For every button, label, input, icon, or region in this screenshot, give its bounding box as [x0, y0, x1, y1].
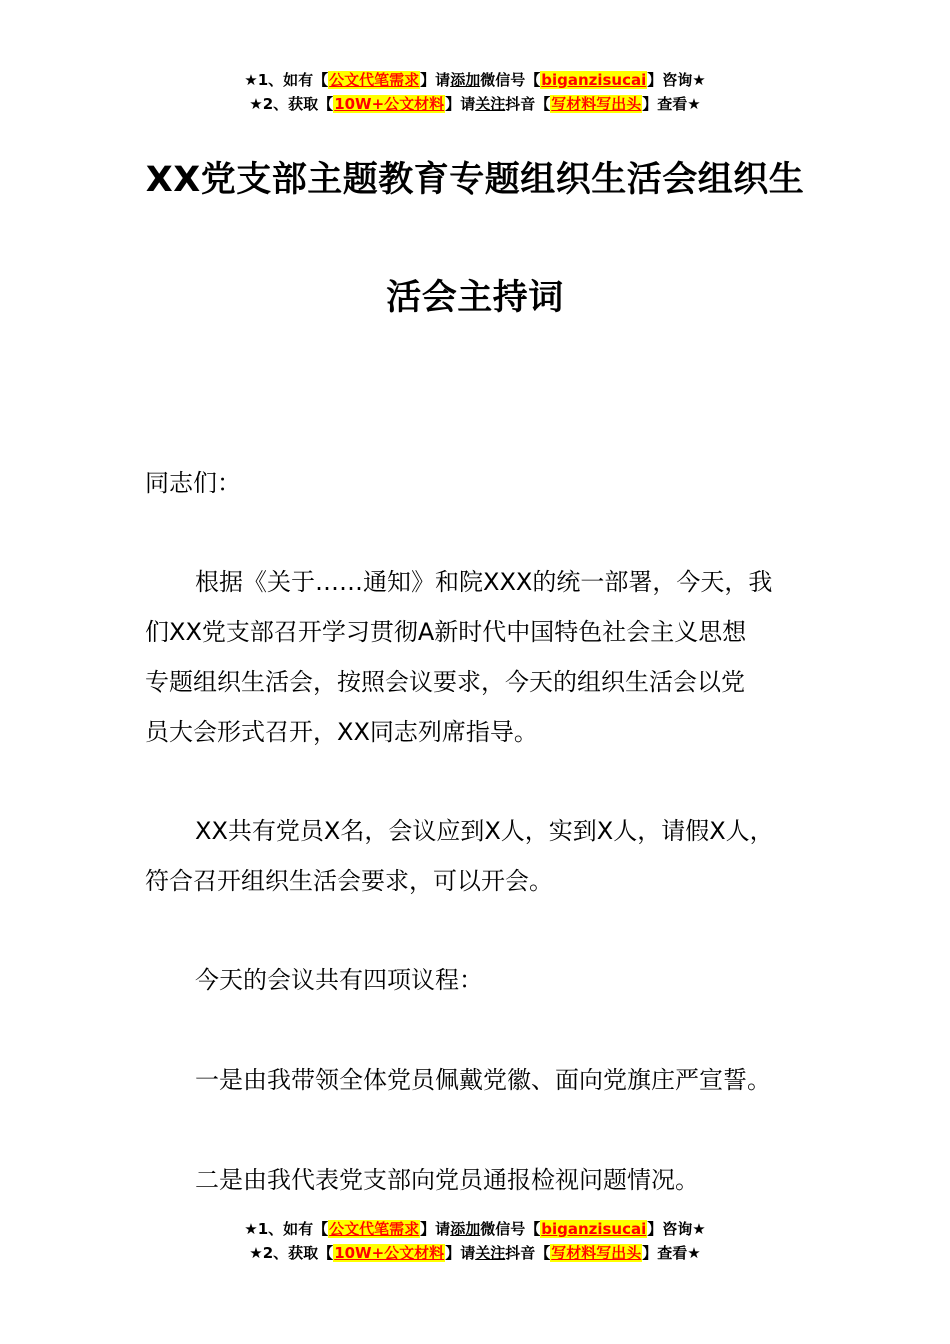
- promo-1-mid: 】请: [420, 71, 451, 89]
- promo-f1-mid2: 微信号【: [480, 1220, 541, 1238]
- promo-2-highlight-douyin: 写材料写出头: [551, 95, 642, 113]
- document-title-line-1: XX党支部主题教育专题组织生活会组织生: [145, 160, 805, 200]
- promo-1-underline: 添加: [450, 71, 481, 89]
- promo-1-mid2: 微信号【: [480, 71, 541, 89]
- promo-f2-suffix: 】查看★: [642, 1244, 701, 1262]
- promo-f1-underline: 添加: [450, 1220, 481, 1238]
- paragraph-1: [145, 557, 825, 757]
- paragraph-2-line-2: 符合召开组织生活会要求，可以开会。: [145, 867, 553, 895]
- paragraph-4: 一是由我带领全体党员佩戴党徽、面向党旗庄严宣誓。: [195, 1066, 771, 1094]
- promo-2-highlight-material: 10W+公文材料: [334, 95, 445, 113]
- promo-line-1: [0, 68, 950, 92]
- document-title-line-2: 活会主持词: [386, 278, 564, 318]
- promo-f1-highlight-service: 公文代笔需求: [329, 1220, 420, 1238]
- promo-f1-suffix: 】咨询★: [647, 1220, 706, 1238]
- salutation: 同志们：: [145, 469, 241, 497]
- promo-2-mid2: 抖音【: [505, 95, 551, 113]
- promo-f2-underline: 关注: [475, 1244, 506, 1262]
- paragraph-1-line-2: 们XX党支部召开学习贯彻A新时代中国特色社会主义思想: [145, 618, 747, 646]
- promo-2-suffix: 】查看★: [642, 95, 701, 113]
- promo-f2-mid2: 抖音【: [505, 1244, 551, 1262]
- promo-f1-highlight-wechat: biganzisucai: [541, 1220, 647, 1238]
- promo-f2-highlight-material: 10W+公文材料: [334, 1244, 445, 1262]
- paragraph-1-line-4: 员大会形式召开，XX同志列席指导。: [145, 718, 538, 746]
- promo-line-2: [0, 92, 950, 116]
- promo-footer: [0, 1217, 950, 1265]
- promo-f2-highlight-douyin: 写材料写出头: [551, 1244, 642, 1262]
- promo-f2-prefix: ★2、获取【: [249, 1244, 334, 1262]
- paragraph-2: [145, 806, 825, 906]
- promo-footer-line-2: [0, 1241, 950, 1265]
- paragraph-1-line-1: 根据《关于……通知》和院XXX的统一部署，今天，我: [195, 568, 773, 596]
- promo-1-suffix: 】咨询★: [647, 71, 706, 89]
- promo-2-prefix: ★2、获取【: [249, 95, 334, 113]
- promo-footer-line-1: [0, 1217, 950, 1241]
- promo-2-mid: 】请: [445, 95, 476, 113]
- promo-f2-mid: 】请: [445, 1244, 476, 1262]
- promo-f1-mid: 】请: [420, 1220, 451, 1238]
- promo-1-prefix: ★1、如有【: [244, 71, 329, 89]
- paragraph-5: 二是由我代表党支部向党员通报检视问题情况。: [195, 1166, 699, 1194]
- promo-1-highlight-service: 公文代笔需求: [329, 71, 420, 89]
- paragraph-1-line-3: 专题组织生活会，按照会议要求，今天的组织生活会以党: [145, 668, 745, 696]
- paragraph-2-line-1: XX共有党员X名，会议应到X人，实到X人，请假X人，: [195, 817, 774, 845]
- paragraph-3: 今天的会议共有四项议程：: [195, 966, 483, 994]
- promo-2-underline: 关注: [475, 95, 506, 113]
- promo-header: [0, 68, 950, 116]
- promo-f1-prefix: ★1、如有【: [244, 1220, 329, 1238]
- promo-1-highlight-wechat: biganzisucai: [541, 71, 647, 89]
